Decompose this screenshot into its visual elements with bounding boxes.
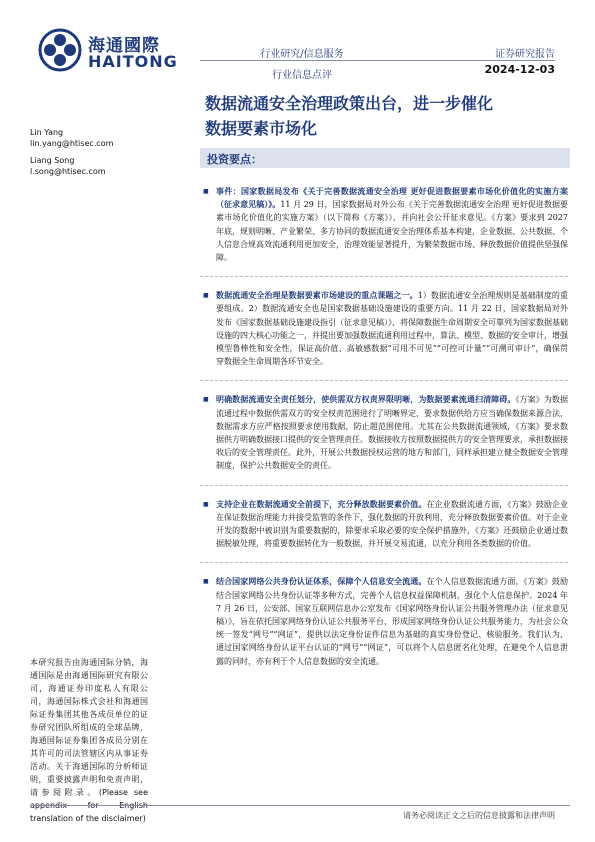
bullet-text: 1）数据流通安全治理规则是基础制度的重要组成。2）数据流通安全也是国家数据基础设施建设的重要方向。11 月 22 日，国家数据局对外发布《国家数据基础设施建设指引（征求意见稿）》，将保障数据生命周期安全可靠列为国家数据基础设施的四大核心功能之一，并提出要加强数据流通利用过程中，算法、模型、数据的安全审计，增强模型鲁棒性和安全性，保证高价值、高敏感数据“可用不可见”“可控可计量”“可溯可审计”，确保贯穿数据全生命周期各环节安全。 [216, 291, 568, 367]
author-name: Liang Song [30, 156, 75, 165]
author-name: Lin Yang [30, 128, 64, 137]
list-item [200, 575, 568, 667]
report-category: 行业研究/信息服务 [260, 49, 344, 60]
bullet-lead: 数据流通安全治理是数据要素市场建设的重点课题之一。 [216, 290, 418, 301]
author-block [30, 155, 106, 177]
report-type: 证券研究报告 [495, 49, 555, 60]
logo-text-en: HAITONG [88, 52, 178, 71]
list-item [200, 289, 568, 368]
title-line-2: 数据要素市场化 [205, 119, 318, 138]
divider [200, 562, 568, 563]
header-divider [200, 60, 555, 61]
logo-text-cn: 海通國際 [88, 36, 160, 56]
logo-mark-icon [38, 28, 82, 72]
author-email[interactable]: lin.yang@htisec.com [30, 139, 114, 148]
report-subcategory: 行业信息点评 [272, 70, 332, 81]
title-line-1: 数据流通安全治理政策出台，进一步催化 [205, 94, 494, 113]
disclaimer-en: (Please see translation of the disclaimer) [30, 788, 149, 823]
list-item [200, 185, 568, 264]
report-date: 2024-12-03 [484, 63, 555, 76]
footer-notice: 请务必阅读正文之后的信息披露和法律声明 [403, 811, 555, 820]
footer-divider [30, 805, 570, 806]
bullet-lead: 支持企业在数据流通安全前提下，充分释放数据要素价值。 [216, 498, 427, 509]
bullet-text: 《方案》为数据流通过程中数据供需双方的安全权责范围进行了明晰界定，要求数据供给方应当确保数据来源合法，数据需求方应严格按照要求使用数据，防止超范围使用。尤其在公共数据流通领域，《方案》要求数据供方明确数据接口提供的安全管理责任。数据接收方按照数据提供方的安全管理要求，承担数据接收后的安全管理责任。此外，开展公共数据授权运营的地方和部门，同样承担建立健全数据安全管理制度，保护公共数据安全的责任。 [216, 395, 569, 471]
distribution-disclaimer [30, 656, 148, 825]
author-email[interactable]: l.song@htisec.com [30, 167, 106, 176]
bullet-lead: 结合国家网络公共身份认证体系，保障个人信息安全流通。 [216, 576, 427, 587]
bullet-text: 在企业数据流通方面，《方案》鼓励企业在保证数据治理能力并接受监管的条件下，强化数据的开放利用，充分释放数据要素价值。对于企业开发的数据中被识别为重要数据的，除要求采取必要的安全保护措施外，《方案》还鼓励企业通过数据脱敏处理，将重要数据转化为一般数据，并开展交易流通，以充分利用各类数据的价值。 [216, 499, 569, 549]
list-item [200, 393, 568, 472]
divider [200, 276, 568, 277]
key-points-header [200, 148, 570, 168]
list-item [200, 498, 568, 551]
divider [200, 380, 568, 381]
bullet-text: 11 月 29 日，国家数据局对外公布《关于完善数据流通安全治理 更好促进数据要素市场化价值化的实施方案》（以下简称《方案》），并向社会公开征求意见。《方案》要求到 2027 年底，规则明晰、产业繁荣、多方协同的数据流通安全治理体系基本构建，企业数据、公共数据、个人信息合规高效流通利用更加安全，治理效能显著提升，为繁荣数据市场、释放数据价值提供坚强保障。 [216, 200, 569, 263]
key-points-label: 投资要点： [207, 153, 262, 166]
key-points-list [200, 185, 568, 680]
bullet-lead: 事件：国家数据局发布《关于完善数据流通安全治理 更好促进数据要素市场化价值化的实施方案（征求意见稿）》。 [216, 186, 568, 210]
bullet-text: 在个人信息数据流通方面，《方案》鼓励结合国家网络公共身份认证等多种方式，完善个人信息权益保障机制，强化个人信息保护。2024 年 7 月 26 日，公安部、国家互联网信息办公室发布《国家网络身份认证公共服务管理办法（征求意见稿）》，旨在依托国家网络身份认证公共服务平台，形成国家网络身份认证公共服务能力，为社会公众统一签发“网号”“网证”，提供以法定身份证件信息为基础的真实身份登记、核验服务。我们认为，通过国家网络身份认证平台认证的“网号”“网证”，可以将个人信息匿名化处理，在避免个人信息泄露的同时，亦有利于个人信息数据的安全流通。 [216, 577, 569, 666]
page-title [205, 91, 570, 141]
company-logo [38, 28, 198, 74]
author-block [30, 127, 113, 149]
divider [200, 485, 568, 486]
disclaimer-cn: 本研究报告由海通国际分销，海通国际是由海通国际研究有限公司，海通证券印度私人有限公司，海通国际株式会社和海通国际证券集团其他各成员单位的证券研究团队所组成的全球品牌，海通国际证券集团各成员分别在其许可的司法管辖区内从事证券活动。关于海通国际的分析师证明，重要披露声明和免责声明，请参阅附录。 [30, 658, 148, 797]
bullet-lead: 明确数据流通安全责任划分，使供需双方权责界限明晰，为数据要素流通扫清障碍。 [216, 394, 516, 405]
